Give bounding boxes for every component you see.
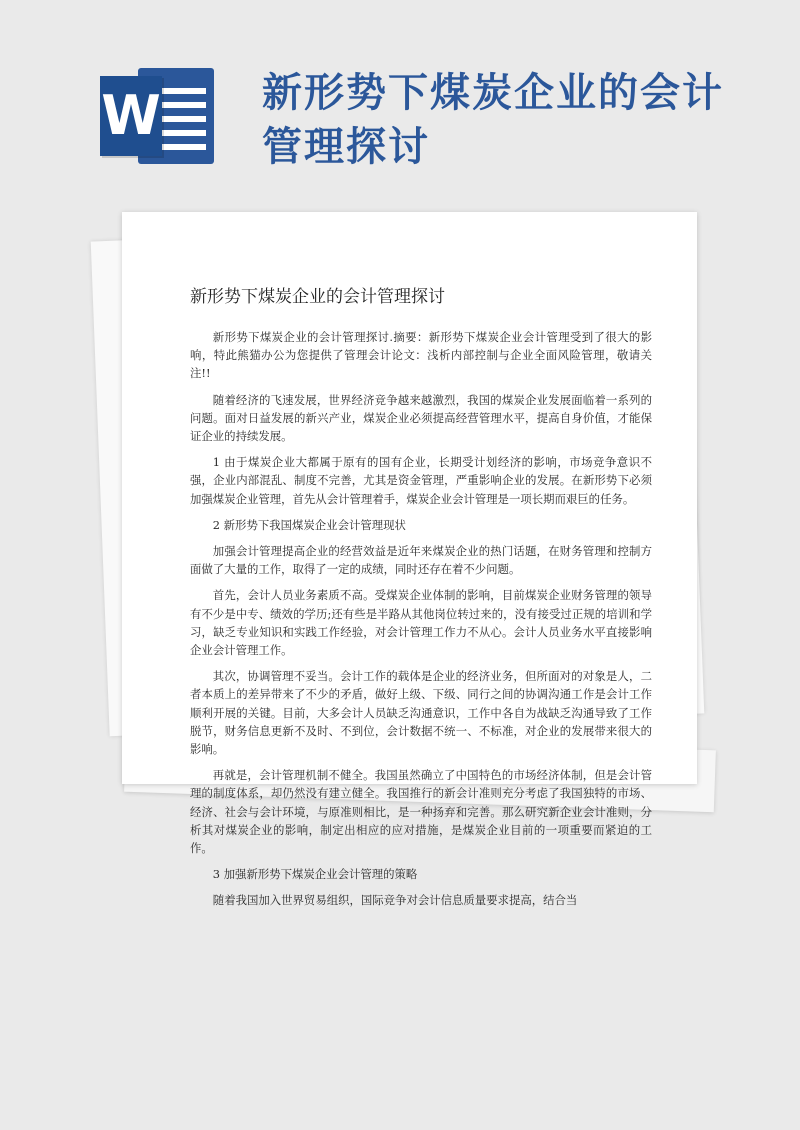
paragraph: 再就是，会计管理机制不健全。我国虽然确立了中国特色的市场经济体制，但是会计管理的制度体系，却仍然没有建立健全。我国推行的新会计准则充分考虑了我国独特的市场、经济、社会与会计环境，与原准则相比，是一种扬弃和完善。那么研究新企业会计准则，分析其对煤炭企业的影响，制定出相应的应对措施，是煤炭企业目前的一项重要而紧迫的工作。 [190,768,652,856]
word-icon-line [162,116,206,122]
paragraph: 加强会计管理提高企业的经营效益是近年来煤炭企业的热门话题，在财务管理和控制方面做了大量的工作，取得了一定的成绩，同时还存在着不少问题。 [190,544,652,577]
paragraph: 1 由于煤炭企业大都属于原有的国有企业，长期受计划经济的影响，市场竞争意识不强，企业内部混乱、制度不完善，尤其是资金管理，严重影响企业的发展。在新形势下必须加强煤炭企业管理，首先从会计管理着手，煤炭企业会计管理是一项长期而艰巨的任务。 [190,455,652,506]
word-icon-letter: W [100,76,162,156]
document-page [122,212,697,908]
document-title: 新形势下煤炭企业的会计管理探讨 [190,287,445,307]
paragraph: 首先，会计人员业务素质不高。受煤炭企业体制的影响，目前煤炭企业财务管理的领导有不少是中专、绩效的学历;还有些是半路从其他岗位转过来的，没有接受过正规的培训和学习，缺乏专业知识和实践工作经验，对会计管理工作力不从心。会计人员业务水平直接影响企业会计管理工作。 [190,588,652,658]
page-header [0,0,800,210]
word-icon-line [162,144,206,150]
paragraph: 新形势下煤炭企业的会计管理探讨.摘要：新形势下煤炭企业会计管理受到了很大的影响，特此熊猫办公为您提供了管理会计论文：浅析内部控制与企业全面风险管理，敬请关注!! [190,330,652,381]
word-doc-icon [100,64,218,168]
word-icon-line [162,130,206,136]
section-heading: 3 加强新形势下煤炭企业会计管理的策略 [212,867,418,882]
header-title: 新形势下煤炭企业的会计管理探讨 [262,70,724,170]
word-icon-line [162,102,206,108]
paragraph: 随着经济的飞速发展，世界经济竞争越来越激烈，我国的煤炭企业发展面临着一系列的问题。面对日益发展的新兴产业，煤炭企业必须提高经营管理水平，提高自身价值，才能保证企业的持续发展。 [190,392,652,444]
document-body [190,328,652,918]
paragraph: 其次，协调管理不妥当。会计工作的载体是企业的经济业务，但所面对的对象是人，二者本质上的差异带来了不少的矛盾，做好上级、下级、同行之间的协调沟通工作是会计工作顺利开展的关键。目前，大多会计人员缺乏沟通意识，工作中各自为战缺乏沟通导致了工作脱节，财务信息更新不及时、不到位，会计数据不统一、不标准，对企业的发展带来很大的影响。 [190,669,652,757]
word-icon-line [162,88,206,94]
section-heading: 2 新形势下我国煤炭企业会计管理现状 [212,517,406,532]
paragraph: 随着我国加入世界贸易组织，国际竞争对会计信息质量要求提高，结合当 [212,893,578,908]
